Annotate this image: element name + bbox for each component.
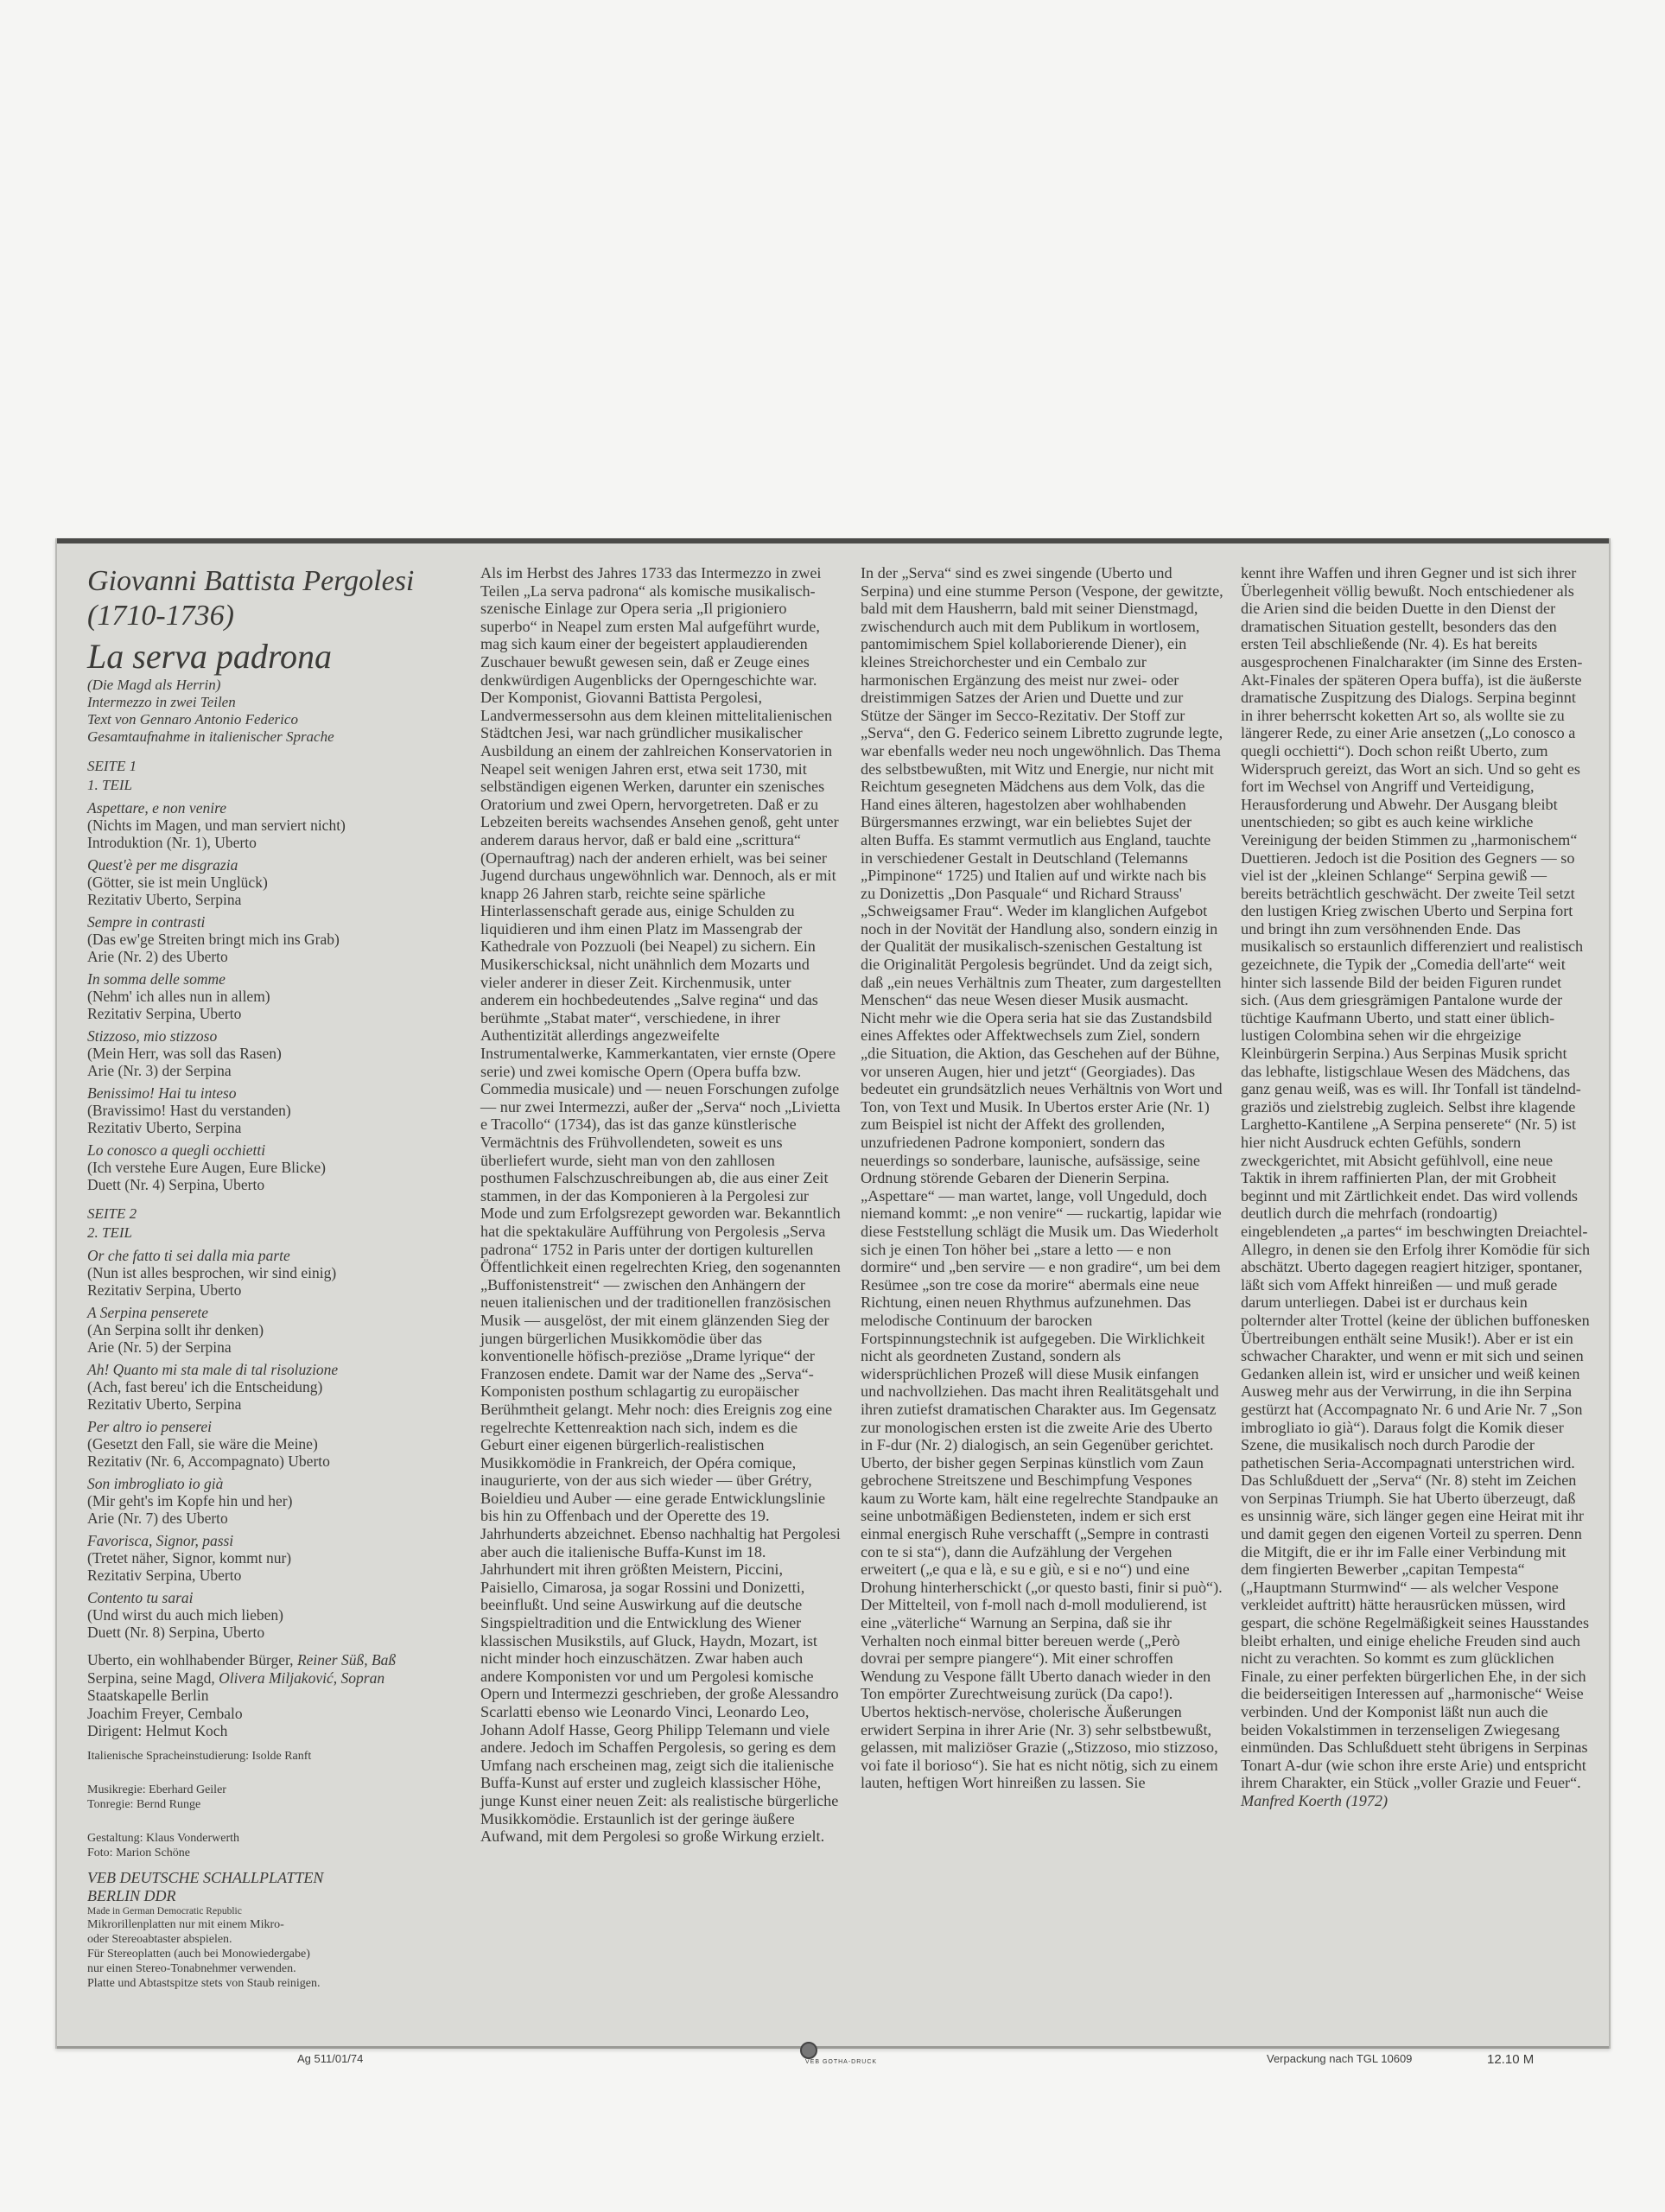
- credit-design: Gestaltung: Klaus Vonderwerth: [87, 1831, 240, 1845]
- label-name: VEB DEUTSCHE SCHALLPLATTEN: [87, 1868, 324, 1886]
- printer-logo: [800, 2042, 895, 2068]
- essay-text: kennt ihre Waffen und ihren Gegner und ist sich ihrer Überlegenheit völlig bewußt. Noch entschiedener als die Arien sind die beiden Duette in den Dienst der dramatischen Situation gestellt, besonders das den ersten Teil abschließende (Nr. 4). Es hat bereits ausgesprochenen Finalcharakter (im Sinne des Ersten-Akt-Finales der späteren Opera buffa), ist die äußerste dramatische Zuspitzung des Dialogs. Serpina beginnt in ihrer beherrscht koketten Art so, als wollte sie zu längerer Rede, zu einer Arie ansetzen („Lo conosco a quegli occhietti“). Doch schon reißt Uberto, zum Widerspruch gereizt, das Wort an sich. Und so geht es fort im Wechsel von Angriff und Verteidigung, Herausforderung und Abwehr. Der Ausgang bleibt unentschieden; so gibt es auch keine wirkliche Vereinigung der beiden Stimmen zu „harmonischem“ Duettieren. Jedoch ist die Position des Gegners — so viel ist der „kleinen Schlange“ Serpina gewiß — bereits beträchtlich geschwächt. Der zweite Teil setzt den lustigen Krieg zwischen Uberto und Serpina fort und bringt ihn zum versöhnenden Ende. Das musikalisch so erstaunlich differenziert und realistisch gezeichnete, die Typik der „Comedia dell'arte“ weit hinter sich lassende Bild der beiden Figuren rundet sich. (Aus dem griesgrämigen Pantalone wurde der tüchtige Kaufmann Uberto, und statt einer üblich-lustigen Colombina sehen wir die ehrgeizige Kleinbürgerin Serpina.) Aus Serpinas Musik spricht das lebhafte, listigschlaue Wesen des Mädchens, das ganz genau weiß, was es will. Ihr Tonfall ist tändelnd-graziös und zielstrebig zugleich. Selbst ihre klagende Larghetto-Kantilene „A Serpina penserete“ (Nr. 5) ist hier nicht Ausdruck echten Gefühls, sondern zweckgerichtet, mit Absicht gefühlvoll, eine neue Taktik in ihrem raffinierten Plan, der mit Grobheit beginnt und mit Zärtlichkeit endet. Das wird vollends deutlich durch die mehrfach (rondoartig) eingeblendeten „a partes“ im beschwingten Dreiachtel-Allegro, in denen sie den Erfolg ihrer Komödie für sich abschätzt. Uberto dagegen reagiert hitziger, spontaner, läßt sich vom Affekt hinreißen — und muß gerade darum unterliegen. Dabei ist er durchaus kein polternder alter Trottel (keine der üblichen buffonesken Übertreibungen enthält seine Musik!). Aber er ist ein schwacher Charakter, und wenn er mit sich und seinen Gedanken allein ist, wird er unsicher und weiß keinen Ausweg mehr aus der Verwirrung, in die ihn Serpina gestürzt hat (Accompagnato Nr. 6 und Arie Nr. 7 „Son imbrogliato io già“). Daraus folgt die Komik dieser Szene, die musikalisch noch durch Parodie der pathetischen Seria-Accompagnati unterstrichen wird. Das Schlußduett der „Serva“ (Nr. 8) steht im Zeichen von Serpinas Triumph. Sie hat Uberto überzeugt, daß es unsinnig wäre, sich länger gegen eine Heirat mit ihr und damit gegen den eigenen Vorteil zu sperren. Denn die Mitgift, die er ihr im Falle einer Verbindung mit dem fingierten Bewerber „capitan Tempesta“ („Hauptmann Sturmwind“ — als welcher Vespone verkleidet auftritt) hätte herausrücken müssen, wird gespart, die schöne Regelmäßigkeit seines Hausstandes bleibt erhalten, und einige eheliche Freuden sind auch nicht zu verachten. So kommt es zum glücklichen Finale, zu einer perfekten bürgerlichen Ehe, in der sich die beiderseitigen Interessen auf „harmonische“ Weise verbinden. Und der Komponist läßt nun auch die beiden Vokalstimmen in terzenseligen Zwiegesang einmünden. Das Schlußduett steht übrigens in Serpinas Tonart A-dur (wie schon ihre erste Arie) und entspricht ihrem Charakter, ein Stück „voller Grazie und Feuer“.: [1241, 564, 1591, 1792]
- packaging-standard: Verpackung nach TGL 10609: [1267, 2052, 1413, 2065]
- track-title: Ah! Quanto mi sta male di tal risoluzione: [87, 1361, 339, 1378]
- track-entry: [87, 1247, 459, 1299]
- side1-tracklist: [87, 799, 459, 1193]
- track-detail: Duett (Nr. 4) Serpina, Uberto: [87, 1176, 265, 1193]
- opera-title: La serva padrona: [87, 637, 332, 676]
- track-entry: [87, 1084, 459, 1136]
- track-detail: (Bravissimo! Hast du verstanden): [87, 1102, 291, 1119]
- printer-name: VEB GOTHA-DRUCK: [805, 2059, 878, 2065]
- subtitle-line: (Die Magd als Herrin): [87, 677, 221, 693]
- track-title: Per altro io penserei: [87, 1418, 213, 1435]
- track-detail: Arie (Nr. 3) der Serpina: [87, 1062, 232, 1079]
- track-entry: [87, 1027, 459, 1079]
- track-title: Aspettare, e non venire: [87, 799, 227, 817]
- track-entry: [87, 1304, 459, 1356]
- track-entry: [87, 1418, 459, 1470]
- track-title: Son imbrogliato io già: [87, 1475, 224, 1492]
- cast-line: Joachim Freyer, Cembalo: [87, 1704, 243, 1722]
- credit-sound-direction: Tonregie: Bernd Runge: [87, 1797, 201, 1811]
- track-detail: Introduktion (Nr. 1), Uberto: [87, 834, 257, 851]
- track-detail: (Und wirst du auch mich lieben): [87, 1606, 283, 1624]
- record-sleeve-back: [55, 538, 1611, 2067]
- track-detail: (Ach, fast bereu' ich die Entscheidung): [87, 1378, 323, 1395]
- track-entry: [87, 970, 459, 1022]
- track-detail: Arie (Nr. 7) des Uberto: [87, 1510, 228, 1527]
- price: 12.10 M: [1487, 2052, 1535, 2067]
- care-note: Mikrorillenplatten nur mit einem Mikro-: [87, 1917, 284, 1931]
- track-entry: [87, 799, 459, 851]
- credit-music-direction: Musikregie: Eberhard Geiler: [87, 1783, 226, 1796]
- subtitle-line: Intermezzo in zwei Teilen: [87, 694, 236, 710]
- track-detail: Duett (Nr. 8) Serpina, Uberto: [87, 1624, 265, 1641]
- essay-text: Als im Herbst des Jahres 1733 das Intermezzo in zwei Teilen „La serva padrona“ als komische musikalisch-szenische Einlage zur Opera seria „Il prigioniero superbo“ in Neapel zum ersten Mal aufgeführt wurde, mag sich kaum einer der begeistert applaudierenden Zuschauer bewußt gewesen sein, daß er Zeuge eines denkwürdigen Augenblicks der Operngeschichte war. Der Komponist, Giovanni Battista Pergolesi, Landvermessersohn aus dem kleinen mittelitalienischen Städtchen Jesi, war nach gründlicher musikalischer Ausbildung an einem der zahlreichen Konservatorien in Neapel seit wenigen Jahren erst, etwa seit 1730, mit selbständigen eigenen Werken, darunter ein szenisches Oratorium und zwei Opern, hervorgetreten. Daß er zu Lebzeiten bereits wachsendes Ansehen genoß, geht unter anderem daraus hervor, daß er bald eine „scrittura“ (Opernauftrag) nach der anderen erhielt, was bei seiner Jugend durchaus ungewöhnlich war. Dennoch, als er mit knapp 26 Jahren starb, reichte seine spärliche Hinterlassenschaft gerade aus, einige Schulden zu liquidieren und ihm einen Platz im Massengrab der Kathedrale von Pozzuoli (bei Neapel) zu sichern. Ein Musikerschicksal, nicht unähnlich dem Mozarts und vieler anderer in dieser Zeit. Kirchenmusik, unter anderem ein hochbedeutendes „Salve regina“ und das berühmte „Stabat mater“, verschiedene, in ihrer Authentizität allerdings angezweifelte Instrumentalwerke, Kammerkantaten, vier ernste (Opere serie) und zwei komische Opern (Opera buffa bzw. Commedia musicale) und — neuen Forschungen zufolge — nur zwei Intermezzi, außer der „Serva“ noch „Livietta e Tracollo“ (1734), das ist das ganze künstlerische Vermächtnis des Frühvollendeten, soweit es uns überliefert wurde, sieht man von den zahllosen posthumen Falschzuschreibungen ab, die aus einer Zeit stammen, in der das Komponieren à la Pergolesi zur Mode und zum Erfolgsrezept geworden war. Bekanntlich hat die spektakuläre Aufführung von Pergolesis „Serva padrona“ 1752 in Paris unter der dortigen kulturellen Öffentlichkeit einen regelrechten Krieg, den sogenannten „Buffonistenstreit“ — zwischen den Anhängern der neuen italienischen und der traditionellen französischen Musik — ausgelöst, der mit einem glänzenden Sieg der jungen bürgerlichen Musikkomödie über das konventionelle höfisch-preziöse „Drame lyrique“ der Franzosen endete. Damit war der Name des „Serva“-Komponisten posthum schlagartig zu europäischer Berühmtheit gelangt. Mehr noch: dies Ereignis zog eine regelrechte Kettenreaktion nach sich, indem es die Geburt einer eigenen bürgerlich-realistischen Musikkomödie in Frankreich, der Opéra comique, inaugurierte, von der aus sich wieder — über Grétry, Boieldieu und Auber — eine gerade Entwicklungslinie bis hin zu Offenbach und der Operette des 19. Jahrhunderts abzeichnet. Ebenso nachhaltig hat Pergolesi aber auch die italienische Buffa-Kunst im 18. Jahrhundert mit ihren größten Meistern, Piccini, Paisiello, Cimarosa, ja sogar Rossini und Donizetti, beeinflußt. Und seine Auswirkung auf die deutsche Singspieltradition und die Entwicklung des Wiener klassischen Musikstils, auf Gluck, Haydn, Mozart, ist nicht minder hoch einzuschätzen. Zwar haben auch andere Komponisten vor und um Pergolesi komische Opern und Intermezzi geschrieben, der große Alessandro Scarlatti ebenso wie Leonardo Vinci, Leonardo Leo, Johann Adolf Hasse, Georg Philipp Telemann und viele andere. Jedoch im Schaffen Pergolesis, so gering es dem Umfang nach erscheinen mag, zeigt sich die italienische Buffa-Kunst auf erster und zugleich klassischer Höhe, junge Kunst einer neuen Zeit: als realistische bürgerliche Musikkomödie. Erstaunlich ist der geringe äußere Aufwand, mit dem Pergolesi so große Wirkung erzielt.: [480, 564, 841, 1846]
- subtitle-line: Text von Gennaro Antonio Federico: [87, 711, 298, 728]
- tracklist-column: [87, 564, 459, 1991]
- part-label: 2. TEIL: [87, 1224, 132, 1241]
- track-title: Lo conosco a quegli occhietti: [87, 1141, 266, 1159]
- track-title: A Serpina penserete: [87, 1304, 208, 1321]
- track-detail: Rezitativ Serpina, Uberto: [87, 1281, 242, 1299]
- cast-line: Dirigent: Helmut Koch: [87, 1722, 228, 1739]
- track-title: Stizzoso, mio stizzoso: [87, 1027, 218, 1045]
- track-detail: Rezitativ (Nr. 6, Accompagnato) Uberto: [87, 1452, 330, 1470]
- track-entry: [87, 856, 459, 908]
- track-entry: [87, 1141, 459, 1193]
- track-detail: (An Serpina sollt ihr denken): [87, 1321, 264, 1338]
- track-entry: [87, 1475, 459, 1527]
- track-detail: (Nun ist alles besprochen, wir sind einig): [87, 1264, 337, 1281]
- track-detail: Arie (Nr. 2) des Uberto: [87, 948, 228, 965]
- side2-tracklist: [87, 1247, 459, 1641]
- track-detail: (Tretet näher, Signor, kommt nur): [87, 1549, 292, 1567]
- track-detail: (Ich verstehe Eure Augen, Eure Blicke): [87, 1159, 326, 1176]
- credit-photo: Foto: Marion Schöne: [87, 1846, 190, 1859]
- track-detail: (Götter, sie ist mein Unglück): [87, 874, 268, 891]
- care-note: Für Stereoplatten (auch bei Monowiedergabe): [87, 1947, 310, 1961]
- track-detail: Arie (Nr. 5) der Serpina: [87, 1338, 232, 1356]
- track-title: Sempre in contrasti: [87, 913, 206, 931]
- track-detail: (Mein Herr, was soll das Rasen): [87, 1045, 282, 1062]
- track-detail: (Gesetzt den Fall, sie wäre die Meine): [87, 1435, 318, 1452]
- track-entry: [87, 1532, 459, 1584]
- made-in: Made in German Democratic Republic: [87, 1905, 242, 1916]
- care-note: oder Stereoabtaster abspielen.: [87, 1932, 232, 1946]
- cast-list: [87, 1651, 459, 1740]
- cast-line: Staatskapelle Berlin: [87, 1687, 209, 1704]
- essay-column-1: [480, 564, 843, 1846]
- track-title: Or che fatto ti sei dalla mia parte: [87, 1247, 290, 1264]
- care-note: Platte und Abtastspitze stets von Staub reinigen.: [87, 1976, 321, 1990]
- track-detail: Rezitativ Serpina, Uberto: [87, 1005, 242, 1022]
- part-label: 1. TEIL: [87, 777, 132, 793]
- side-label: SEITE 2: [87, 1205, 137, 1222]
- track-entry: [87, 1361, 459, 1413]
- track-detail: Rezitativ Uberto, Serpina: [87, 891, 242, 908]
- track-detail: Rezitativ Serpina, Uberto: [87, 1567, 242, 1584]
- printer-logo-icon: [800, 2042, 817, 2059]
- credit-language: Italienische Spracheinstudierung: Isolde Ranft: [87, 1749, 312, 1763]
- track-detail: (Mir geht's im Kopfe hin und her): [87, 1492, 293, 1510]
- track-detail: (Nichts im Magen, und man serviert nicht): [87, 817, 346, 834]
- track-detail: (Das ew'ge Streiten bringt mich ins Grab): [87, 931, 340, 948]
- cast-line: Serpina, seine Magd, Olivera Miljaković, Sopran: [87, 1669, 385, 1687]
- subtitle-line: Gesamtaufnahme in italienischer Sprache: [87, 728, 334, 745]
- label-city: BERLIN DDR: [87, 1886, 176, 1904]
- track-title: Favorisca, Signor, passi: [87, 1532, 234, 1549]
- side-label: SEITE 1: [87, 758, 137, 774]
- composer-dates: (1710-1736): [87, 600, 234, 632]
- track-entry: [87, 913, 459, 965]
- track-entry: [87, 1589, 459, 1641]
- essay-text: In der „Serva“ sind es zwei singende (Uberto und Serpina) und eine stumme Person (Vespone, der gewitzte, bald mit dem Hausherrn, bald mit seiner Dienstmagd, zwischendurch auch mit dem Publikum in wortlosem, pantomimischem Spiel kollaborierende Diener), ein kleines Streichorchester und ein Cembalo zur harmonischen Ergänzung des meist nur zwei- oder dreistimmigen Satzes der Arien und Duette und zur Stütze der Sänger im Secco-Rezitativ. Der Stoff zur „Serva“, den G. Federico seinem Libretto zugrunde legte, war ebenfalls weder neu noch ungewöhnlich. Das Thema des selbstbewußten, mit Witz und Energie, nur nicht mit Reichtum gesegneten Mädchens aus dem Volk, das die Hand eines älteren, hagestolzen aber wohlhabenden Bürgersmannes erzwingt, war ein beliebtes Sujet der alten Buffa. Es stammt vermutlich aus England, tauchte in verschiedener Gestalt in Deutschland (Telemanns „Pimpinone“ 1725) und Italien auf und wirkte nach bis zu Donizettis „Don Pasquale“ und Richard Strauss' „Schweigsamer Frau“. Weder im klanglichen Aufgebot noch in der Novität der Handlung also, sondern einzig in der Qualität der musikalisch-szenischen Gestaltung ist die Originalität Pergolesis begründet. Und da zeigt sich, daß „ein neues Verhältnis zum Theater, zum dargestellten Menschen“ das neue Wesen dieser Musik ausmacht. Nicht mehr wie die Opera seria hat sie das Zustandsbild eines Affektes oder Affektwechsels zum Ziel, sondern „die Situation, die Aktion, das Geschehen auf der Bühne, vor unseren Augen, hier und jetzt“ (Georgiades). Das bedeutet ein grundsätzlich neues Verhältnis von Wort und Ton, von Text und Musik. In Ubertos erster Arie (Nr. 1) zum Beispiel ist nicht der Affekt des grollenden, unzufriedenen Padrone komponiert, sondern das neuerdings so sonderbare, launische, aufsässige, seine Ordnung störende Gebaren der Dienerin Serpina. „Aspettare“ — man wartet, lange, voll Ungeduld, doch niemand kommt: „e non venire“ — ruckartig, lapidar wie diese Feststellung schlägt die Musik um. Das Wiederholt sich je einen Ton höher bei „stare a letto — e non dormire“ und „ben servire — e non gradire“, um bei dem Resümee „son tre cose da morire“ abermals eine neue Richtung, einen neuen Rhythmus aufzunehmen. Das melodische Continuum der barocken Fortspinnungstechnik ist aufgegeben. Die Wirklichkeit nicht als geordneten Zustand, sondern als widersprüchlichen Prozeß will diese Musik einfangen und nachvollziehen. Das macht ihren Realitätsgehalt und ihren zutiefst dramatischen Charakter aus. Im Gegensatz zur monologischen ersten ist die zweite Arie des Uberto in F-dur (Nr. 2) dialogisch, an sein Gegenüber gerichtet. Uberto, der bisher gegen Serpinas künstlich vom Zaun gebrochene Streitszene und Beschimpfung Vespones kaum zu Worte kam, hält eine regelrechte Standpauke an seine unbotmäßigen Bediensteten, indem er sich erst einmal energisch Ruhe verschafft („Sempre in contrasti con te si sta“), dann die Aufzählung der Vergehen erweitert („e qua e là, e su e giù, e si e no“) und eine Drohung hinterherschickt („or questo basti, finir si può“). Der Mittelteil, von f-moll nach d-moll modulierend, ist eine „väterliche“ Warnung an Serpina, daß sie ihr Verhalten noch einmal bitter bereuen werde („Però dovrai per sempre piangere“). Mit einer schroffen Wendung zu Vespone fällt Uberto danach wieder in den Ton empörter Zurechtweisung zurück (Da capo!). Ubertos hektisch-nervöse, cholerische Äußerungen erwidert Serpina in ihrer Arie (Nr. 3) sehr selbstbewußt, gelassen, mit maliziöser Grazie („Stizzoso, mio stizzoso, voi fate il borioso“). Sie hat es nicht nötig, sich zu einem lauten, heftigen Wort hinreißen zu lassen. Sie: [861, 564, 1223, 1792]
- catalog-number: Ag 511/01/74: [297, 2052, 364, 2065]
- track-detail: Rezitativ Uberto, Serpina: [87, 1395, 242, 1413]
- track-detail: Rezitativ Uberto, Serpina: [87, 1119, 242, 1136]
- cast-line: Uberto, ein wohlhabender Bürger, Reiner Süß, Baß: [87, 1651, 397, 1669]
- track-detail: (Nehm' ich alles nun in allem): [87, 988, 270, 1005]
- essay-column-3: [1241, 564, 1591, 1810]
- track-title: Benissimo! Hai tu inteso: [87, 1084, 237, 1102]
- composer-name: Giovanni Battista Pergolesi: [87, 565, 415, 597]
- essay-author: Manfred Koerth (1972): [1241, 1791, 1389, 1809]
- track-title: In somma delle somme: [87, 970, 226, 988]
- essay-column-2: [861, 564, 1223, 1792]
- track-title: Quest'è per me disgrazia: [87, 856, 238, 874]
- track-title: Contento tu sarai: [87, 1589, 194, 1606]
- care-note: nur einen Stereo-Tonabnehmer verwenden.: [87, 1961, 296, 1975]
